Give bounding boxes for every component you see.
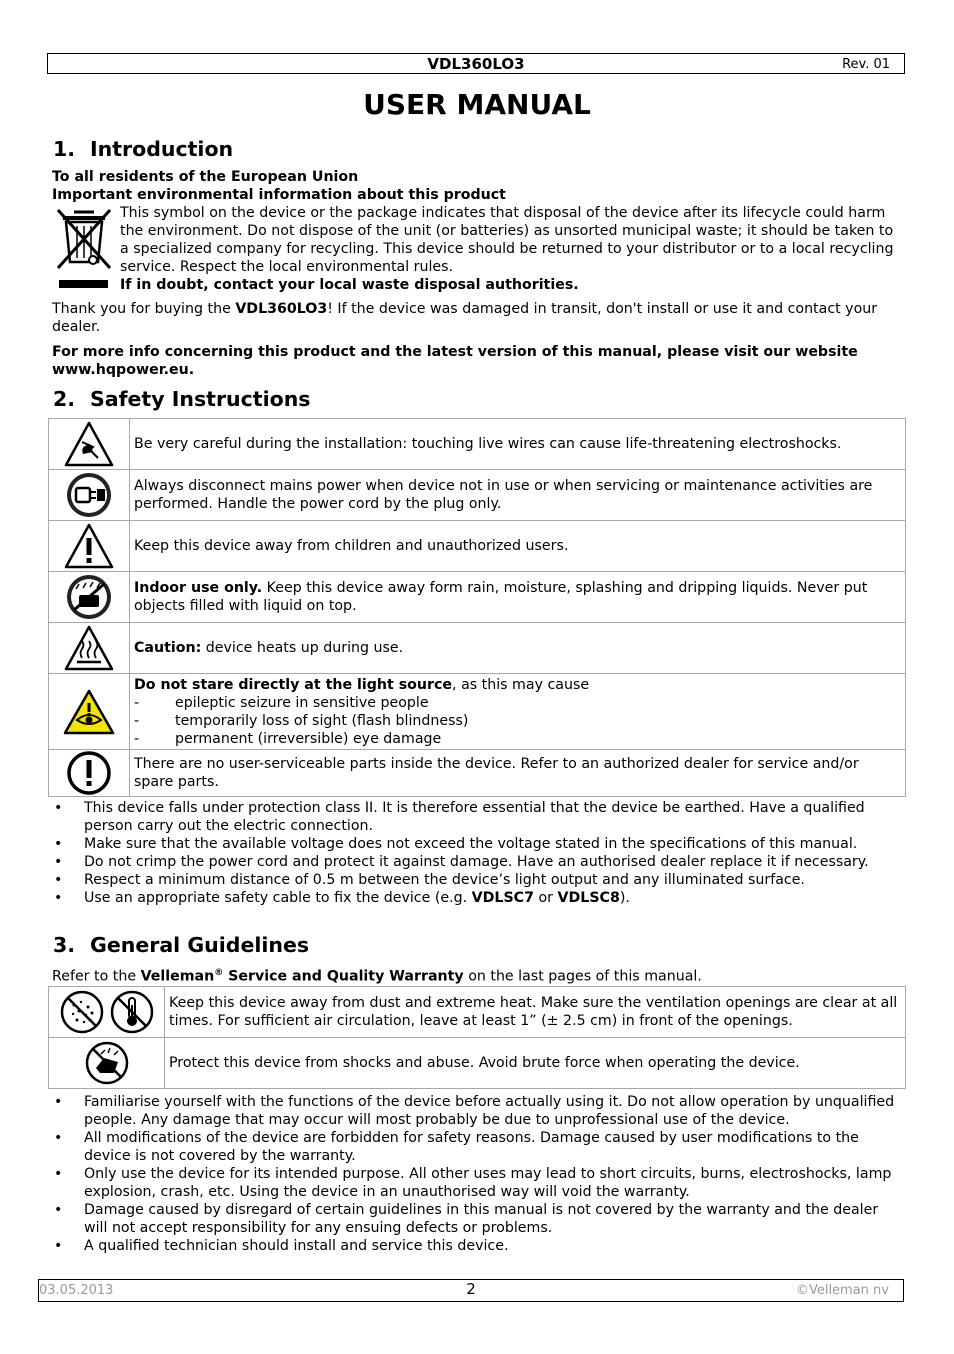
no-dust-icon bbox=[59, 989, 105, 1035]
guideline-text: Keep this device away from dust and extreme heat. Make sure the ventilation openings are clear at all times. For sufficient air circulation, leave at least 1” (± 2.5 cm) in front of the openings. bbox=[165, 987, 906, 1038]
document-title: USER MANUAL bbox=[363, 88, 591, 121]
model-name: VDL360LO3 bbox=[427, 55, 525, 73]
safety-text: Caution: device heats up during use. bbox=[130, 623, 906, 674]
list-item: • A qualified technician should install and service this device. bbox=[52, 1237, 902, 1255]
page-number: 2 bbox=[466, 1280, 476, 1298]
safety-text: Do not stare directly at the light source, as this may cause - epileptic seizure in sensitive people - temporarily loss of sight (flash blindness) - permanent (irreversible) eye damage bbox=[130, 674, 906, 750]
list-item: • Damage caused by disregard of certain guidelines in this manual is not covered by the warranty and the dealer will not accept responsibility for any ensuing defects or problems. bbox=[52, 1201, 902, 1237]
safety-bullets bbox=[52, 799, 902, 907]
safety-text: Always disconnect mains power when device not in use or when servicing or maintenance activities are performed. Handle the power cord by the plug only. bbox=[130, 470, 906, 521]
list-item: • Do not crimp the power cord and protect it against damage. Have an authorised dealer replace it if necessary. bbox=[52, 853, 902, 871]
env-text: This symbol on the device or the package indicates that disposal of the device after its lifecycle could harm the environment. Do not dispose of the unit (or batteries) as unsorted municipal waste; it should be taken to a specialized company for recycling. This device should be returned to your distributor or to a local recycling service. Respect the local environmental rules. bbox=[120, 205, 894, 275]
electric-shock-warning-icon bbox=[49, 419, 130, 470]
dash-item: - permanent (irreversible) eye damage bbox=[134, 730, 442, 747]
general-warning-icon bbox=[49, 521, 130, 572]
warranty-reference: Refer to the Velleman® Service and Quality Warranty on the last pages of this manual. bbox=[52, 968, 702, 985]
safety-row bbox=[49, 470, 906, 521]
list-item: • Only use the device for its intended purpose. All other uses may lead to short circuits, burns, electroshocks, lamp explosion, crash, etc. Using the device in an unauthorised way will void the warranty. bbox=[52, 1165, 902, 1201]
list-item: • This device falls under protection class II. It is therefore essential that the device be earthed. Have a qualified person carry out the electric connection. bbox=[52, 799, 902, 835]
safety-row bbox=[49, 419, 906, 470]
safety-row bbox=[49, 572, 906, 623]
revision: Rev. 01 bbox=[842, 57, 890, 72]
no-heat-icon bbox=[109, 989, 155, 1035]
dash-item: - epileptic seizure in sensitive people bbox=[134, 694, 429, 711]
disconnect-plug-icon bbox=[49, 470, 130, 521]
guideline-row bbox=[49, 987, 906, 1038]
footer-copyright: ©Velleman nv bbox=[795, 1283, 889, 1298]
safety-row bbox=[49, 750, 906, 797]
hot-surface-icon bbox=[49, 623, 130, 674]
guideline-row bbox=[49, 1038, 906, 1089]
env-heading: Important environmental information about this product bbox=[52, 187, 506, 203]
safety-text: Keep this device away from children and unauthorized users. bbox=[130, 521, 906, 572]
eye-warning-icon bbox=[49, 674, 130, 750]
page-footer bbox=[38, 1279, 904, 1302]
env-doubt: If in doubt, contact your local waste disposal authorities. bbox=[120, 277, 579, 293]
exclamation-icon bbox=[49, 750, 130, 797]
safety-text: Be very careful during the installation: touching live wires can cause life-threatening electroshocks. bbox=[130, 419, 906, 470]
weee-bin-icon bbox=[55, 206, 113, 290]
section-heading-guidelines: 3. General Guidelines bbox=[53, 933, 310, 957]
guidelines-table bbox=[48, 986, 906, 1089]
list-item: • Use an appropriate safety cable to fix the device (e.g. VDLSC7 or VDLSC8). bbox=[52, 889, 902, 907]
safety-row bbox=[49, 623, 906, 674]
safety-table bbox=[48, 418, 906, 797]
safety-text: There are no user-serviceable parts inside the device. Refer to an authorized dealer for service and/or spare parts. bbox=[130, 750, 906, 797]
list-item: • Make sure that the available voltage does not exceed the voltage stated in the specifications of this manual. bbox=[52, 835, 902, 853]
footer-date: 03.05.2013 bbox=[39, 1283, 114, 1298]
safety-row bbox=[49, 674, 906, 750]
section-heading-safety: 2. Safety Instructions bbox=[53, 387, 311, 411]
list-item: • Respect a minimum distance of 0.5 m between the device’s light output and any illuminated surface. bbox=[52, 871, 902, 889]
list-item: • All modifications of the device are forbidden for safety reasons. Damage caused by user modifications to the device is not covered by the warranty. bbox=[52, 1129, 902, 1165]
guideline-text: Protect this device from shocks and abuse. Avoid brute force when operating the device. bbox=[165, 1038, 906, 1089]
list-item: • Familiarise yourself with the functions of the device before actually using it. Do not allow operation by unqualified people. Any damage that may occur will most probably be due to unprofessional use of the device. bbox=[52, 1093, 902, 1129]
safety-row bbox=[49, 521, 906, 572]
no-shock-icon bbox=[49, 1038, 165, 1089]
eu-heading: To all residents of the European Union bbox=[52, 169, 359, 185]
thanks-paragraph: Thank you for buying the VDL360LO3! If the device was damaged in transit, don't install or use it and contact your dealer. bbox=[52, 301, 878, 335]
guideline-bullets bbox=[52, 1093, 902, 1255]
section-heading-introduction: 1. Introduction bbox=[53, 137, 234, 161]
indoor-use-icon bbox=[49, 572, 130, 623]
more-info-paragraph: For more info concerning this product and the latest version of this manual, please visit our website www.hqpower.eu. bbox=[52, 344, 858, 378]
page-header bbox=[47, 53, 905, 74]
safety-text: Indoor use only. Keep this device away form rain, moisture, splashing and dripping liquids. Never put objects filled with liquid on top. bbox=[130, 572, 906, 623]
dash-item: - temporarily loss of sight (flash blindness) bbox=[134, 712, 469, 729]
